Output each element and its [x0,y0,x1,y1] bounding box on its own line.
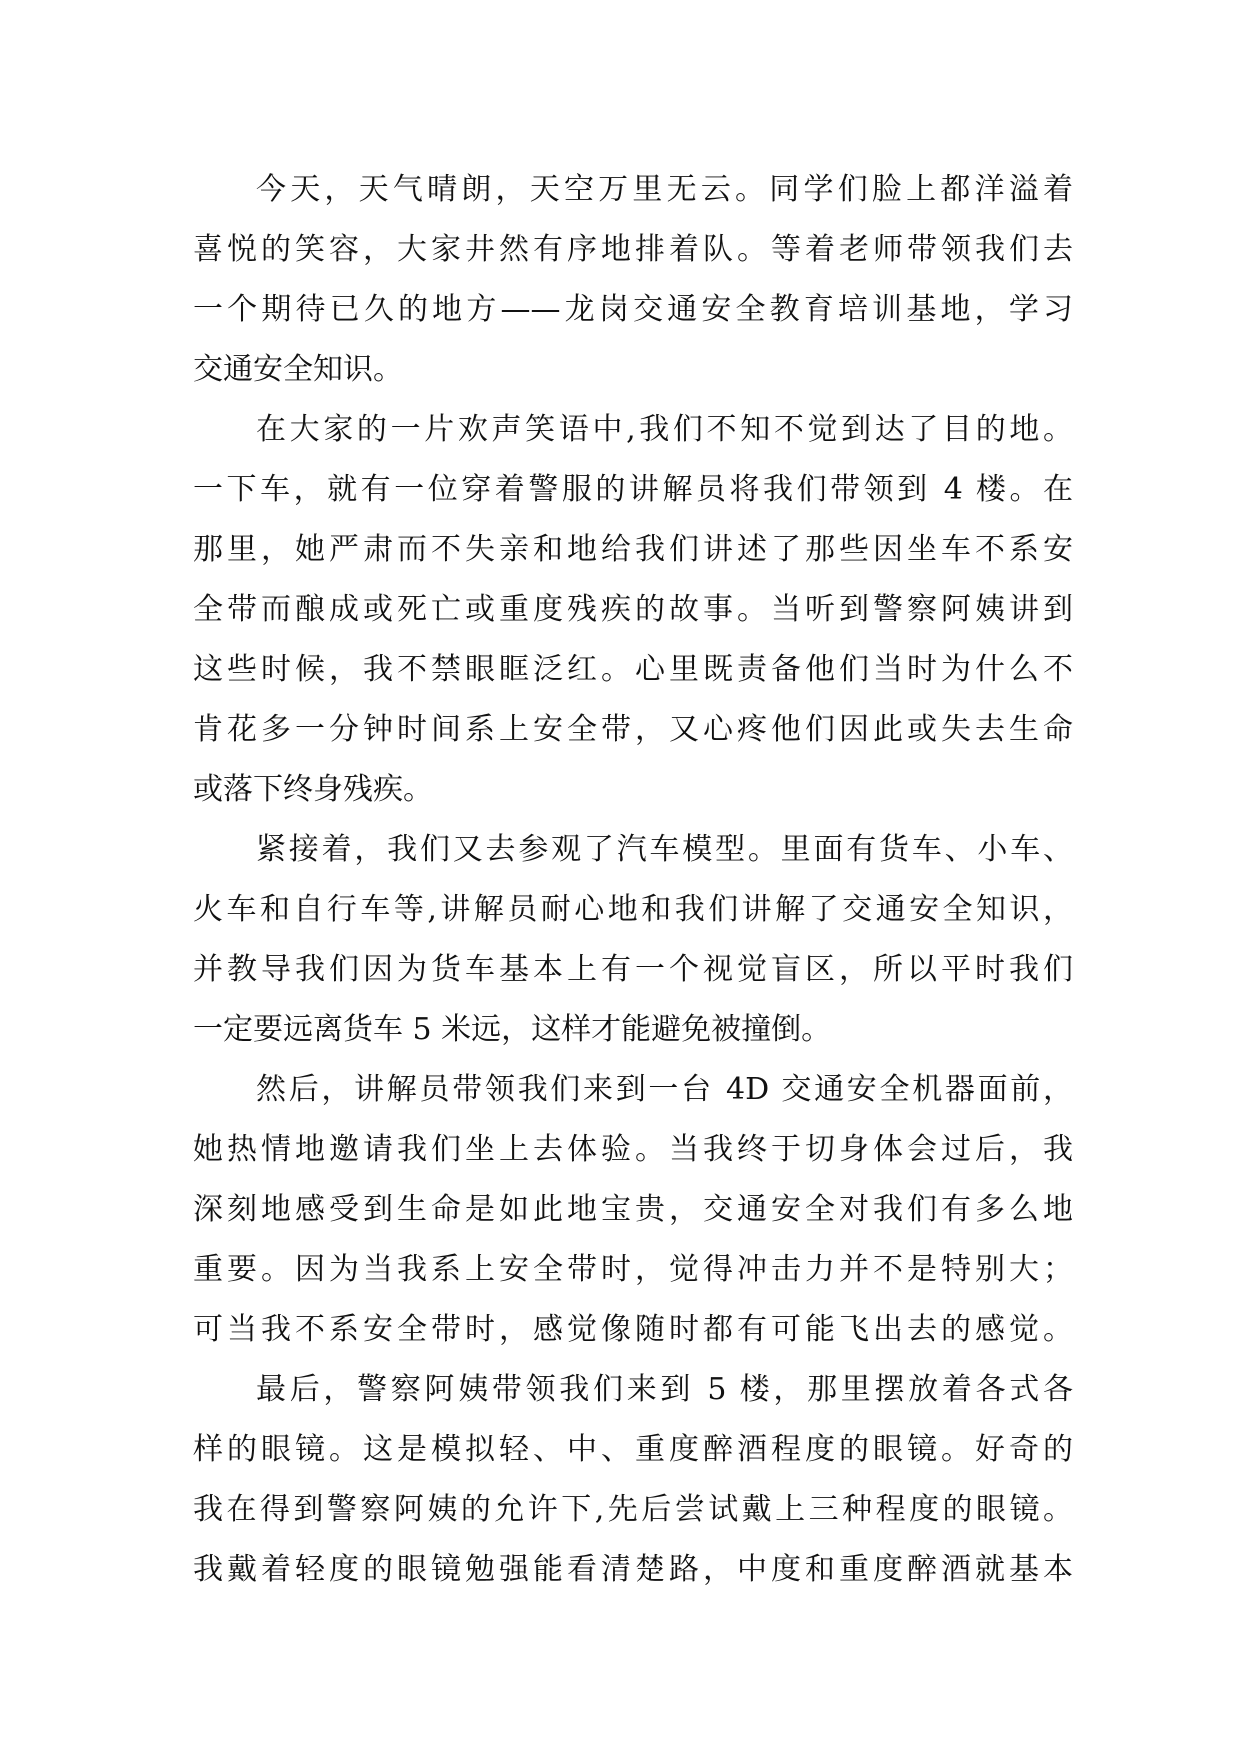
essay-body [193,160,1073,1600]
paragraph-3-line-2: 火车和自行车等,讲解员耐心地和我们讲解了交通安全知识， [193,892,1073,927]
paragraph-1-line-3: 一个期待已久的地方——龙岗交通安全教育培训基地，学习 [193,292,1073,327]
paragraph-4-line-2: 她热情地邀请我们坐上去体验。当我终于切身体会过后，我 [193,1132,1073,1167]
paragraph-4-line-3: 深刻地感受到生命是如此地宝贵，交通安全对我们有多么地 [193,1192,1073,1227]
paragraph-1-line-1: 今天，天气晴朗，天空万里无云。同学们脸上都洋溢着 [256,172,1073,207]
paragraph-2-line-6: 肯花多一分钟时间系上安全带，又心疼他们因此或失去生命 [193,712,1073,747]
paragraph-5-line-3: 我在得到警察阿姨的允许下,先后尝试戴上三种程度的眼镜。 [193,1492,1073,1527]
paragraph-5-line-4: 我戴着轻度的眼镜勉强能看清楚路，中度和重度醉酒就基本 [193,1552,1073,1587]
paragraph-3-line-3: 并教导我们因为货车基本上有一个视觉盲区，所以平时我们 [193,952,1073,987]
paragraph-3-line-4: 一定要远离货车 5 米远，这样才能避免被撞倒。 [193,1012,832,1047]
paragraph-5-line-1: 最后，警察阿姨带领我们来到 5 楼，那里摆放着各式各 [256,1372,1073,1407]
paragraph-2-line-4: 全带而酿成或死亡或重度残疾的故事。当听到警察阿姨讲到 [193,592,1073,627]
paragraph-4-line-1: 然后，讲解员带领我们来到一台 4D 交通安全机器面前， [256,1072,1073,1107]
paragraph-4-line-5: 可当我不系安全带时，感觉像随时都有可能飞出去的感觉。 [193,1312,1073,1347]
paragraph-2-line-7: 或落下终身残疾。 [193,772,433,807]
paragraph-1-line-4: 交通安全知识。 [193,352,403,387]
paragraph-4-line-4: 重要。因为当我系上安全带时，觉得冲击力并不是特别大； [193,1252,1073,1287]
paragraph-2-line-5: 这些时候，我不禁眼眶泛红。心里既责备他们当时为什么不 [193,652,1073,687]
paragraph-2-line-3: 那里，她严肃而不失亲和地给我们讲述了那些因坐车不系安 [193,532,1073,567]
paragraph-2-line-1: 在大家的一片欢声笑语中,我们不知不觉到达了目的地。 [256,412,1073,447]
paragraph-3-line-1: 紧接着，我们又去参观了汽车模型。里面有货车、小车、 [256,832,1073,867]
paragraph-1-line-2: 喜悦的笑容，大家井然有序地排着队。等着老师带领我们去 [193,232,1073,267]
paragraph-5-line-2: 样的眼镜。这是模拟轻、中、重度醉酒程度的眼镜。好奇的 [193,1432,1073,1467]
paragraph-2-line-2: 一下车，就有一位穿着警服的讲解员将我们带领到 4 楼。在 [193,472,1073,507]
